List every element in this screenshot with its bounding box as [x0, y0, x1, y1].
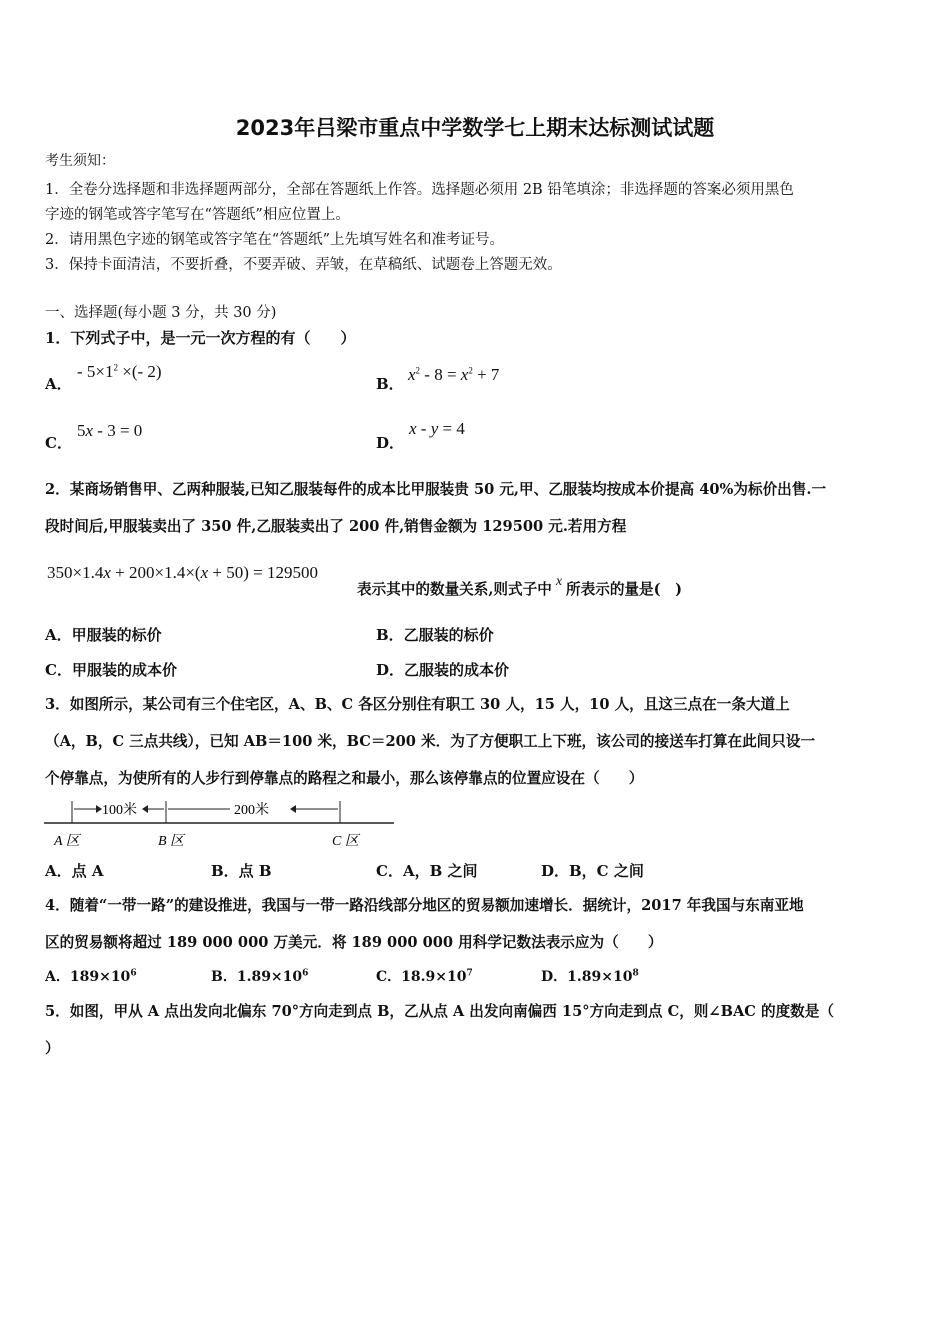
q1-option-c-expr: 5x - 3 = 0 [77, 421, 143, 440]
notice-item-1b: 字迹的钢笔或答字笔写在“答题纸”相应位置上。 [45, 207, 350, 223]
notice-heading: 考生须知： [45, 153, 115, 169]
q1-option-a-expr: - $5\times 1^2$ ×(- 2) [77, 362, 162, 381]
q2-option-d: D．乙服装的成本价 [376, 661, 510, 679]
q3-line-3: 个停靠点，为使所有的人步行到停靠点的路程之和最小，那么该停靠点的位置应设在（ ） [45, 770, 644, 787]
q3-line-2: （A，B，C 三点共线），已知 AB＝100 米，BC＝200 米．为了方便职工上下班，该公司的接送车打算在此间只设一 [45, 733, 816, 750]
notice-item-3: 3．保持卡面清洁，不要折叠，不要弄破、弄皱，在草稿纸、试题卷上答题无效。 [45, 257, 562, 273]
q1-option-d-label: D． [376, 434, 405, 452]
point-a-label: A 区 [54, 834, 80, 849]
q4-line-1: 4．随着“一带一路”的建设推进，我国与一带一路沿线部分地区的贸易额加速增长．据统计，2017 年我国与东南亚地 [45, 897, 804, 914]
bc-arrowhead-right [290, 805, 296, 813]
q5-line-2: ） [45, 1040, 60, 1057]
q3-option-b: B．点 B [211, 862, 272, 880]
q3-option-a: A．点 A [45, 862, 104, 880]
q3-line-1: 3．如图所示，某公司有三个住宅区，A、B、C 各区分别住有职工 30 人，15 人，10 人，且这三点在一条大道上 [45, 696, 790, 713]
q1-option-a-label: A． [45, 375, 72, 393]
q2-equation: 350×1.4x + 200×1.4×(x + 50) = 129500 [47, 563, 318, 582]
notice-item-2: 2．请用黑色字迹的钢笔或答字笔在“答题纸”上先填写姓名和准考证号。 [45, 232, 505, 248]
q3-road-figure [44, 795, 396, 853]
q2-equation-tail: 表示其中的数量关系,则式子中 x 所表示的量是( ) [357, 574, 682, 598]
q1-option-b-label: B． [376, 375, 404, 393]
point-c-label: C 区 [332, 834, 359, 849]
bc-distance-label: 200米 [234, 803, 269, 818]
q1-stem: 1．下列式子中，是一元一次方程的有（ ） [45, 329, 356, 347]
q2-line-2: 段时间后,甲服装卖出了 350 件,乙服装卖出了 200 件,销售金额为 129500 元.若用方程 [45, 518, 627, 535]
page-title: 2023年吕梁市重点中学数学七上期末达标测试试题 [235, 116, 715, 140]
ab-arrowhead-right [142, 805, 148, 813]
section-heading: 一、选择题(每小题 3 分，共 30 分) [45, 305, 277, 321]
q1-option-b-expr: $x^2 - 8 = x^2 + 7$ [408, 365, 500, 384]
q4-line-2: 区的贸易额将超过 189 000 000 万美元．将 189 000 000 用科学记数法表示应为（ ） [45, 934, 663, 951]
q1-option-c-label: C． [45, 434, 72, 452]
q4-option-d: D．$1.89\times 10^8$ [541, 968, 639, 985]
point-b-label: B 区 [158, 834, 185, 849]
q4-option-a: A．$189\times 10^6$ [45, 968, 137, 985]
q2-option-c: C．甲服装的成本价 [45, 661, 177, 679]
q5-line-1: 5．如图，甲从 A 点出发向北偏东 70°方向走到点 B，乙从点 A 出发向南偏西 15°方向走到点 C，则∠BAC 的度数是（ [45, 1003, 834, 1020]
q1-option-d-expr: x - y = 4 [409, 419, 465, 438]
q2-line-1: 2．某商场销售甲、乙两种服装,已知乙服装每件的成本比甲服装贵 50 元,甲、乙服装均按成本价提高 40%为标价出售.一 [45, 481, 827, 498]
q3-option-d: D．B，C 之间 [541, 862, 644, 880]
ab-distance-label: 100米 [102, 803, 137, 818]
q3-option-c: C．A，B 之间 [376, 862, 478, 880]
q4-option-b: B．$1.89\times 10^6$ [211, 968, 309, 985]
q2-option-a: A．甲服装的标价 [45, 626, 162, 644]
q4-option-c: C．$18.9\times 10^7$ [376, 968, 473, 985]
notice-item-1a: 1．全卷分选择题和非选择题两部分，全部在答题纸上作答。选择题必须用 2B 铅笔填涂；非选择题的答案必须用黑色 [45, 182, 794, 198]
q2-option-b: B．乙服装的标价 [376, 626, 494, 644]
